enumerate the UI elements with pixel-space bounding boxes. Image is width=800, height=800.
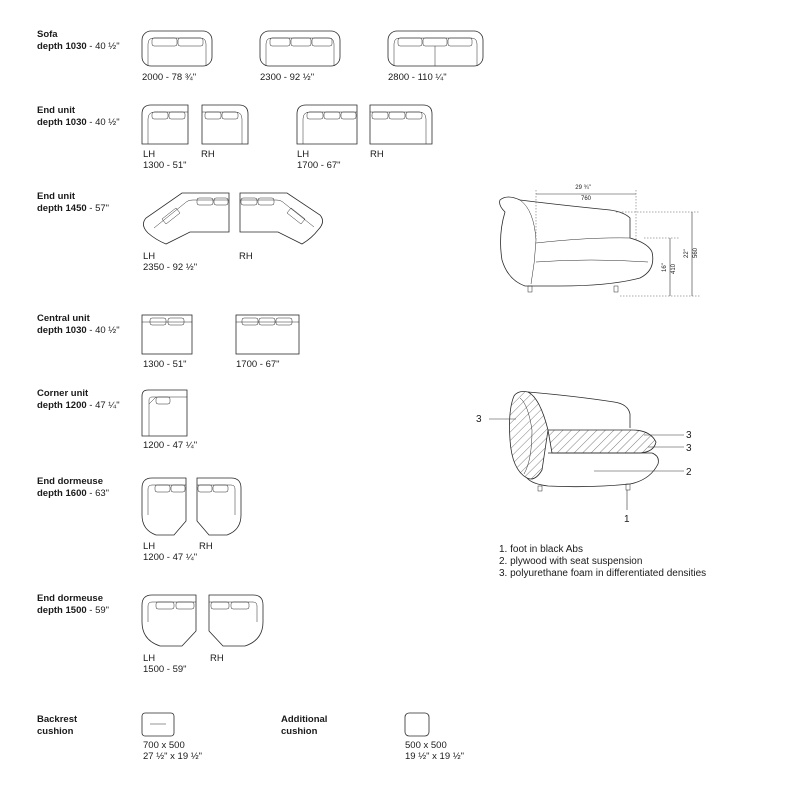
callout-3-seat: 3 bbox=[686, 443, 692, 454]
dormeuse-1600-rh-plan bbox=[197, 478, 241, 535]
dormeuse-1500-size: 1500 - 59" bbox=[143, 664, 187, 675]
backrest-size-in: 27 ½" x 19 ½" bbox=[143, 751, 203, 762]
additional-cushion-plan bbox=[405, 713, 429, 736]
seat-height-inch-label: 16" bbox=[662, 263, 668, 272]
section-title: Corner unit bbox=[37, 388, 89, 399]
height-mm-label: 560 bbox=[693, 247, 699, 258]
callout-2: 2 bbox=[686, 467, 692, 478]
corner-unit-plan bbox=[142, 390, 187, 436]
sofa-2000-plan bbox=[142, 31, 212, 66]
end-unit-1300-size: 1300 - 51" bbox=[143, 160, 187, 171]
backrest-cushion-plan bbox=[142, 713, 174, 736]
backrest-size-mm: 700 x 500 bbox=[143, 740, 185, 751]
legend-item-plywood: 2. plywood with seat suspension bbox=[499, 556, 643, 567]
end-unit-1700-rh-label: RH bbox=[370, 149, 384, 160]
end-unit-1700-lh-plan bbox=[297, 105, 357, 144]
section-depth: depth 1030 - 40 ½" bbox=[37, 41, 120, 52]
section-title: Sofa bbox=[37, 29, 58, 40]
width-mm-label: 760 bbox=[580, 196, 592, 202]
sofa-2800-plan bbox=[388, 31, 483, 66]
end-unit-1700-lh-label: LH bbox=[297, 149, 310, 160]
end-unit-1450-lh-label: LH bbox=[143, 251, 156, 262]
section-title: End dormeuse bbox=[37, 593, 103, 604]
section-depth: depth 1030 - 40 ½" bbox=[37, 117, 120, 128]
side-elevation bbox=[500, 190, 700, 296]
legend-item-foot: 1. foot in black Abs bbox=[499, 544, 583, 555]
dormeuse-1500-lh-plan bbox=[142, 595, 196, 646]
section-view bbox=[489, 392, 684, 511]
dormeuse-1600-lh-plan bbox=[142, 478, 186, 535]
sofa-size-2300: 2300 - 92 ½" bbox=[260, 72, 315, 83]
section-depth: depth 1600 - 63" bbox=[37, 488, 110, 499]
end-unit-1700-size: 1700 - 67" bbox=[297, 160, 341, 171]
seat-height-mm-label: 410 bbox=[671, 263, 677, 274]
sofa-2300-plan bbox=[260, 31, 340, 66]
section-depth: depth 1500 - 59" bbox=[37, 605, 110, 616]
end-unit-1450-size: 2350 - 92 ½" bbox=[143, 262, 198, 273]
additional-size-in: 19 ½" x 19 ½" bbox=[405, 751, 465, 762]
section-title: Central unit bbox=[37, 313, 90, 324]
central-unit-1700-plan bbox=[236, 315, 299, 354]
end-unit-1300-lh-plan bbox=[142, 105, 188, 144]
sofa-size-2800: 2800 - 110 ¼" bbox=[388, 72, 447, 83]
callout-3-top: 3 bbox=[686, 430, 692, 441]
additional-size-mm: 500 x 500 bbox=[405, 740, 447, 751]
legend-item-foam: 3. polyurethane foam in differentiated densities bbox=[499, 568, 707, 579]
width-inch-label: 29 ¾" bbox=[575, 185, 591, 191]
end-unit-1300-lh-label: LH bbox=[143, 149, 156, 160]
section-depth: depth 1450 - 57" bbox=[37, 203, 110, 214]
dormeuse-1500-lh-label: LH bbox=[143, 653, 156, 664]
section-additional-cushion: Additional cushion bbox=[281, 714, 328, 737]
end-unit-1450-rh-plan bbox=[240, 193, 323, 244]
sofa-size-2000: 2000 - 78 ¾" bbox=[142, 72, 197, 83]
section-title: End unit bbox=[37, 191, 75, 202]
dormeuse-1600-lh-label: LH bbox=[143, 541, 156, 552]
central-unit-1300-plan bbox=[142, 315, 192, 354]
end-unit-1700-rh-plan bbox=[370, 105, 432, 144]
section-title: End unit bbox=[37, 105, 75, 116]
end-unit-1300-rh-plan bbox=[202, 105, 248, 144]
callout-3-left: 3 bbox=[476, 414, 482, 425]
section-title: End dormeuse bbox=[37, 476, 103, 487]
dormeuse-1600-rh-label: RH bbox=[199, 541, 213, 552]
end-unit-1450-lh-plan bbox=[143, 193, 229, 244]
central-unit-1700-size: 1700 - 67" bbox=[236, 359, 280, 370]
central-unit-1300-size: 1300 - 51" bbox=[143, 359, 187, 370]
section-backrest-cushion: Backrest cushion bbox=[37, 714, 78, 737]
dormeuse-1500-rh-label: RH bbox=[210, 653, 224, 664]
end-unit-1300-rh-label: RH bbox=[201, 149, 215, 160]
end-unit-1450-rh-label: RH bbox=[239, 251, 253, 262]
dormeuse-1600-size: 1200 - 47 ¼" bbox=[143, 552, 198, 563]
materials-legend bbox=[499, 544, 706, 580]
height-inch-label: 22" bbox=[684, 249, 690, 258]
dormeuse-1500-rh-plan bbox=[209, 595, 263, 646]
corner-unit-size: 1200 - 47 ¼" bbox=[143, 440, 198, 451]
section-depth: depth 1030 - 40 ½" bbox=[37, 325, 120, 336]
section-depth: depth 1200 - 47 ¼" bbox=[37, 400, 120, 411]
callout-1: 1 bbox=[624, 514, 630, 525]
